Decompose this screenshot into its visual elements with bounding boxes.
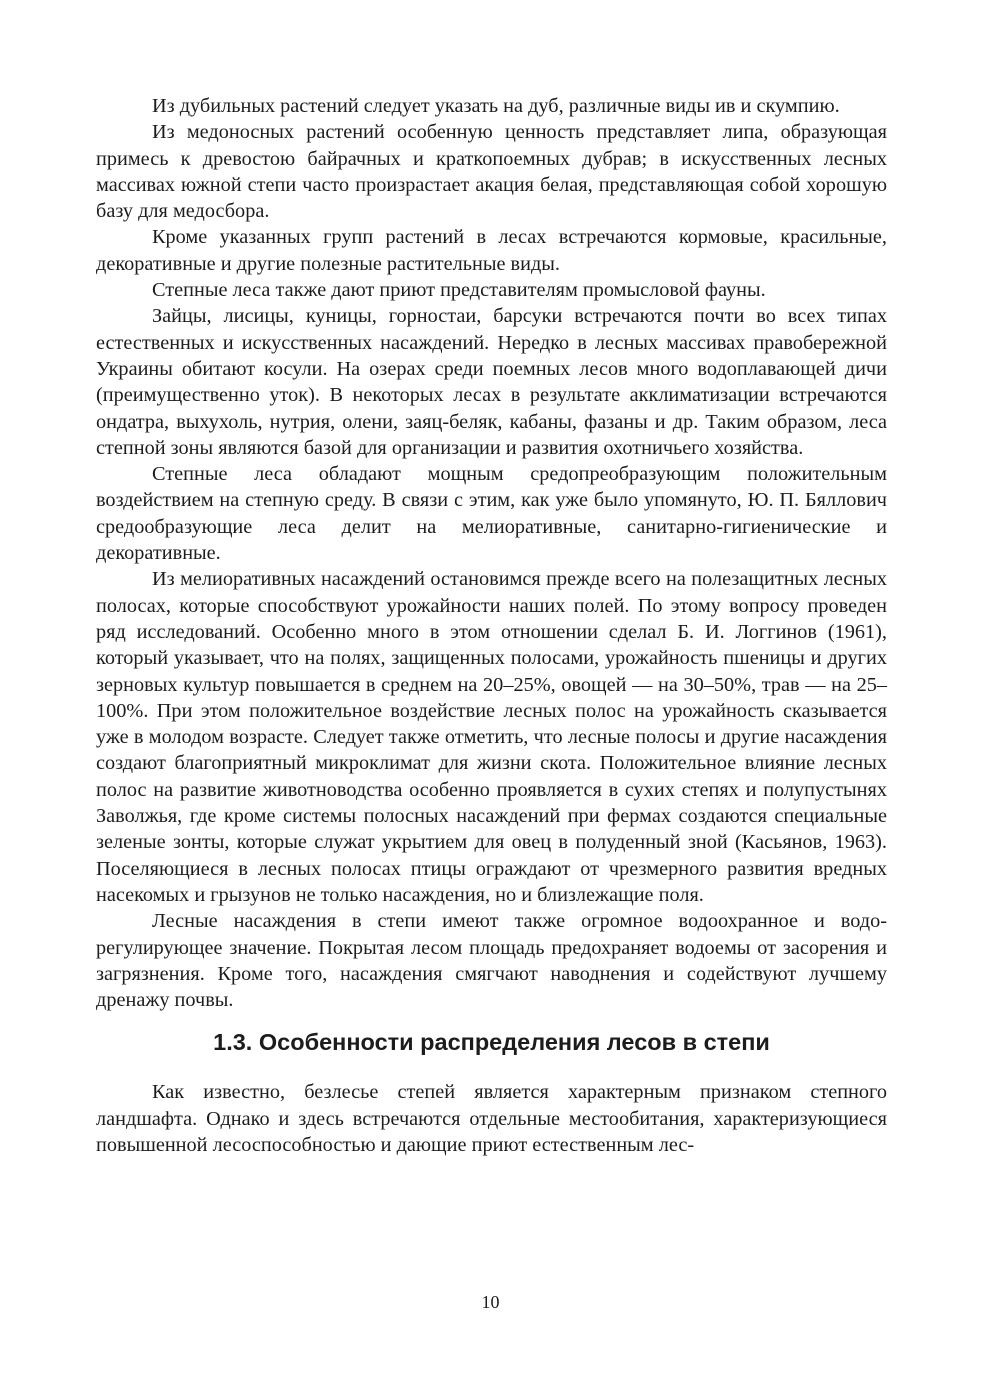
- page-number: 10: [481, 1292, 500, 1312]
- page-body: [96, 93, 887, 1158]
- paragraph-water-protection: Лесные насаждения в степи имеют также огромное водоохранное и водорегулирующее значение. Покрытая лесом площадь предохраняет водоемы от засорения и загрязнения. Кроме того, насаждения смягчают наводнения и содействуют лучшему дренажу почвы.: [96, 910, 887, 1012]
- paragraph-game-fauna-intro: Степные леса также дают приют представителям промысловой фауны.: [152, 279, 766, 302]
- paragraph-section-intro: Как известно, безлесье степей является характерным признаком степного ландшафта. Однако и здесь встречаются отдельные местообитания, характеризующиеся повышенной лесоспособностью и дающие приют естественным лес-: [96, 1081, 887, 1156]
- paragraph-shelterbelts: Из мелиоративных насаждений остановимся прежде всего на полезащитных лесных полосах, которые способствуют урожайности наших полей. По этому вопросу проведен ряд исследований. Особенно много в этом отношении сделал Б. И. Логгинов (1961), который указывает, что на полях, защищенных полосами, урожайность пшеницы и других зерновых культур повышается в среднем на 20–25%, овощей — на 30–50%, трав — на 25–100%. При этом положительное воздействие лесных полос на урожайность сказывается уже в молодом возрасте. Следует также отметить, что лесные полосы и другие насаждения создают благоприятный микроклимат для жизни скота. Положительное влияние лесных полос на развитие животноводства особенно проявляется в сухих степях и полупустынях Заволжья, где кроме системы полосных насаждений при фермах создаются специальные зеленые зонты, которые служат укрытием для овец в полуденный зной (Касьянов, 1963). Поселяющиеся в лесных полосах птицы ограждают от чрезмерного развития вредных насекомых и грызунов не только насаждения, но и близлежащие поля.: [96, 568, 887, 906]
- paragraph-honey-plants: Из медоносных растений особенную ценность представляет липа, образующая примесь к древостою байрачных и краткопоемных дубрав; в искусственных лесных массивах южной степи часто произрастает акация белая, представляющая собой хорошую базу для медосбора.: [96, 121, 887, 223]
- paragraph-environment-forming: Степные леса обладают мощным средопреобразующим положительным воздействием на степную среду. В связи с этим, как уже было упомянуто, Ю. П. Бяллович средообразующие леса делит на мелиоративные, санитарно-гигиенические и декоративные.: [96, 463, 887, 565]
- paragraph-game-fauna-species: Зайцы, лисицы, куницы, горностаи, барсуки встречаются почти во всех типах естественных и искусственных насаждений. Нередко в лесных массивах правобережной Украины обитают косули. На озерах среди поемных лесов много водоплавающей дичи (преимущественно уток). В некоторых лесах в результате акклиматизации встречаются ондатра, выхухоль, нутрия, олени, заяц-беляк, кабаны, фазаны и др. Таким образом, леса степной зоны являются базой для организации и развития охотничьего хозяйства.: [96, 305, 887, 459]
- paragraph-tanning-plants: Из дубильных растений следует указать на дуб, различные виды ив и скумпию.: [152, 95, 840, 117]
- section-heading: 1.3. Особенности распределения лесов в степи: [213, 1029, 770, 1056]
- paragraph-other-useful-plants: Кроме указанных групп растений в лесах встречаются кормовые, красильные, декоративные и другие полезные растительные виды.: [96, 226, 887, 275]
